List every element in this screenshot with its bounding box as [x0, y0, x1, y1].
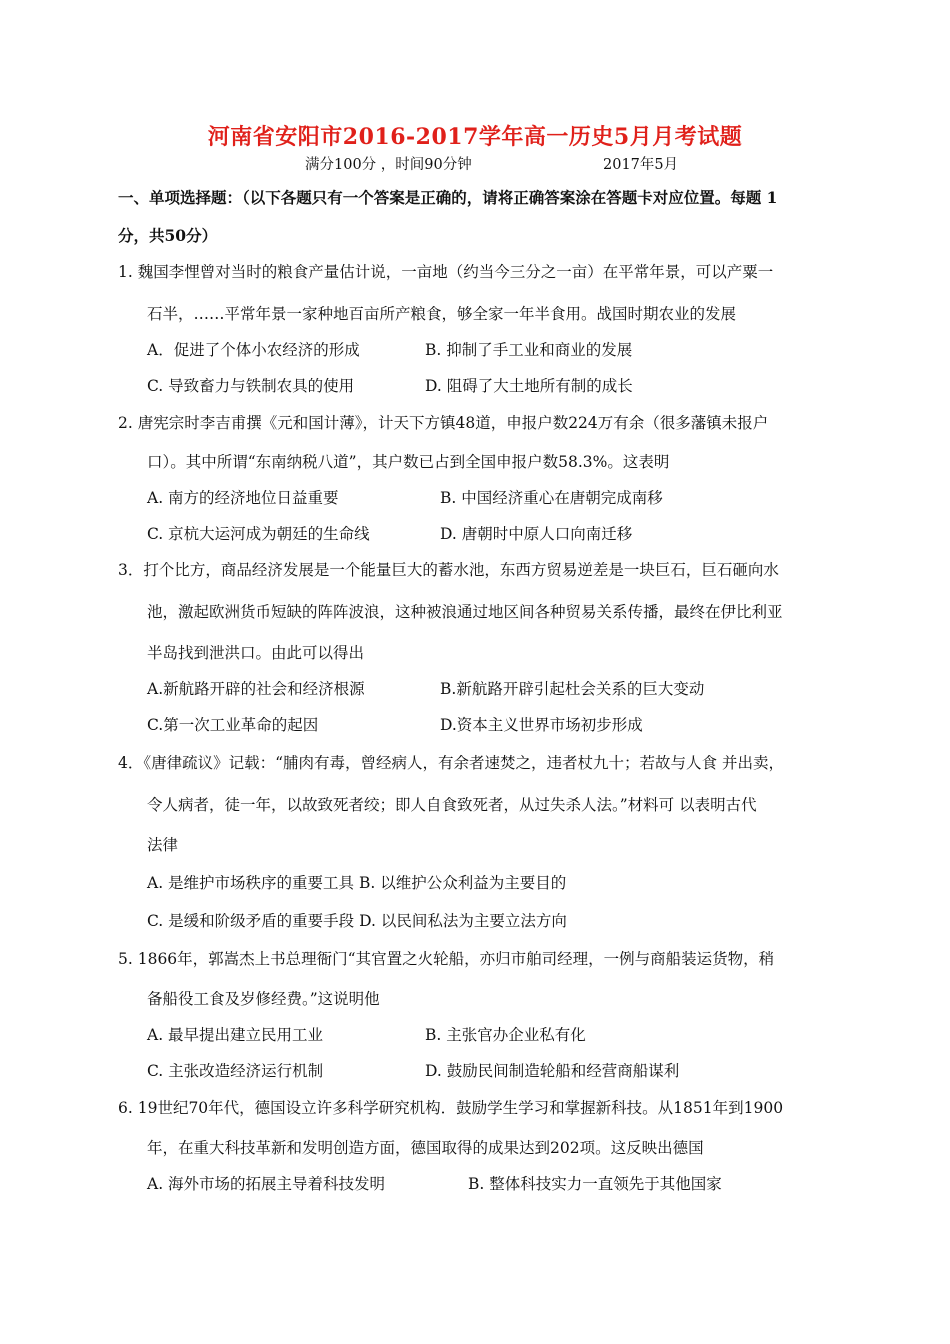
question-4-options-cd: C. 是缓和阶级矛盾的重要手段 D. 以民间私法为主要立法方向: [147, 912, 567, 930]
question-1-line-2: 石半，……平常年景一家种地百亩所产粮食，够全家一年半食用。战国时期农业的发展: [147, 305, 737, 323]
question-2-option-a: A. 南方的经济地位日益重要: [147, 489, 339, 507]
question-1-option-b: B. 抑制了手工业和商业的发展: [425, 341, 633, 359]
exam-info: [305, 153, 679, 174]
question-4-line-2: 令人病者，徒一年，以故致死者绞；即人自食致死者，从过失杀人法。”材料可 以表明古代: [147, 796, 757, 814]
question-3-option-c: C.第一次工业革命的起因: [147, 716, 319, 734]
question-6-line-2: 年，在重大科技革新和发明创造方面，德国取得的成果达到202项。这反映出德国: [147, 1139, 704, 1157]
question-3-option-b: B.新航路开辟引起杜会关系的巨大变动: [440, 680, 705, 698]
exam-date: 2017年5月: [603, 157, 679, 173]
question-5-line-2: 备船役工食及岁修经费。”这说明他: [147, 990, 380, 1008]
question-5-option-c: C. 主张改造经济运行机制: [147, 1062, 324, 1080]
question-4-options-ab: A. 是维护市场秩序的重要工具 B. 以维护公众利益为主要目的: [147, 874, 567, 892]
section-heading-line-1: 一、单项选择题：（以下各题只有一个答案是正确的，请将正确答案涂在答题卡对应位置。每题 1: [118, 188, 778, 207]
question-5-option-b: B. 主张官办企业私有化: [425, 1026, 586, 1044]
question-2-option-c: C. 京杭大运河成为朝廷的生命线: [147, 525, 370, 543]
question-1-option-c: C. 导致畜力与铁制农具的使用: [147, 377, 355, 395]
question-3-option-d: D.资本主义世界市场初步形成: [440, 716, 643, 734]
question-3-line-1: 3．打个比方，商品经济发展是一个能量巨大的蓄水池，东西方贸易逆差是一块巨石，巨石砸向水: [118, 561, 779, 579]
question-2-option-b: B. 中国经济重心在唐朝完成南移: [440, 489, 663, 507]
question-6-line-1: 6. 19世纪70年代，德国设立许多科学研究机构．鼓励学生学习和掌握新科技。从1851年到1900: [118, 1099, 784, 1117]
question-2-line-1: 2. 唐宪宗时李吉甫撰《元和国计薄》，计天下方镇48道，申报户数224万有余（很多藩镇未报户: [118, 414, 769, 432]
question-1-option-a: A．促进了个体小农经济的形成: [147, 341, 360, 359]
page-title: 河南省安阳市2016-2017学年高一历史5月月考试题: [207, 124, 743, 150]
score-time-text: 满分100分 ，时间90分钟: [305, 157, 472, 173]
question-2-option-d: D. 唐朝时中原人口向南迁移: [440, 525, 633, 543]
question-4-line-3: 法律: [147, 836, 179, 854]
question-1-line-1: 1. 魏国李悝曾对当时的粮食产量估计说，一亩地（约当今三分之一亩）在平常年景，可以产粟一: [118, 263, 774, 281]
question-4-line-1: 4．《唐律疏议》记载：“脯肉有毒，曾经病人，有余者速焚之，违者杖九十；若故与人食 并出卖，: [118, 754, 784, 772]
question-5-line-1: 5. 1866年，郭嵩杰上书总理衙门“其官置之火轮船，亦归市舶司经理，一例与商船装运货物，稍: [118, 950, 775, 968]
question-3-line-2: 池，激起欧洲货币短缺的阵阵波浪，这种被浪通过地区间各种贸易关系传播，最终在伊比利亚: [147, 603, 783, 621]
section-heading-line-2: 分，共50分）: [118, 226, 218, 245]
question-1-option-d: D. 阻碍了大土地所有制的成长: [425, 377, 633, 395]
question-2-line-2: 口）。其中所谓“东南纳税八道”，其户数已占到全国申报户数58.3%。这表明: [147, 453, 670, 471]
question-3-option-a: A.新航路开辟的社会和经济根源: [147, 680, 365, 698]
question-6-option-b: B. 整体科技实力一直领先于其他国家: [468, 1175, 722, 1193]
question-3-line-3: 半岛找到泄洪口。由此可以得出: [147, 644, 365, 662]
question-5-option-d: D. 鼓励民间制造轮船和经营商船谋利: [425, 1062, 680, 1080]
question-5-option-a: A. 最早提出建立民用工业: [147, 1026, 324, 1044]
question-6-option-a: A. 海外市场的拓展主导着科技发明: [147, 1175, 386, 1193]
